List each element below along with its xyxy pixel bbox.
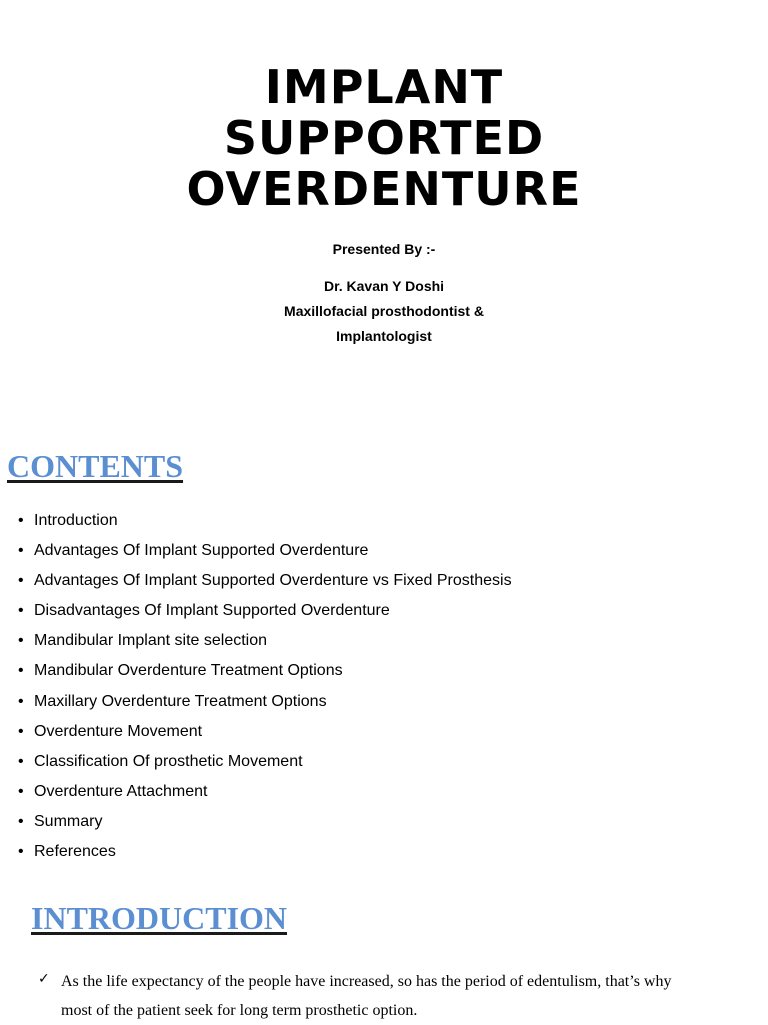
contents-item [18, 839, 512, 869]
contents-item [18, 689, 512, 719]
contents-item [18, 779, 512, 809]
bullet-icon: • [18, 752, 24, 770]
contents-item [18, 658, 512, 688]
contents-item-label: Introduction [34, 512, 118, 529]
title-line-1: IMPLANT [264, 60, 504, 114]
checkmark-icon: ✓ [38, 971, 50, 987]
document-title [0, 62, 768, 215]
contents-item-label: Classification Of prosthetic Movement [34, 752, 303, 770]
contents-item [18, 809, 512, 839]
contents-item-label: Advantages Of Implant Supported Overdenture vs Fixed Prosthesis [34, 572, 512, 590]
contents-heading: CONTENTS [7, 448, 184, 484]
title-line-2: SUPPORTED [223, 111, 545, 165]
bullet-icon: • [18, 662, 24, 680]
presented-by-label: Presented By :- [332, 241, 436, 257]
bullet-icon: • [18, 692, 24, 710]
contents-item-label: References [34, 843, 116, 861]
bullet-icon: • [18, 812, 24, 830]
introduction-heading: INTRODUCTION [31, 900, 288, 936]
contents-item-label: Maxillary Overdenture Treatment Options [34, 692, 327, 710]
contents-item-label: Summary [34, 812, 103, 830]
contents-item [18, 508, 512, 538]
contents-item [18, 628, 512, 658]
introduction-point [38, 967, 688, 1025]
contents-item-label: Overdenture Movement [34, 722, 203, 740]
contents-item [18, 749, 512, 779]
contents-list [18, 508, 512, 869]
contents-item-label: Advantages Of Implant Supported Overdenture [34, 542, 369, 560]
author-role-line-1: Maxillofacial prosthodontist & [284, 303, 484, 319]
contents-item [18, 538, 512, 568]
contents-item [18, 568, 512, 598]
contents-item [18, 719, 512, 749]
contents-item-label: Mandibular Overdenture Treatment Options [34, 662, 343, 680]
bullet-icon: • [18, 632, 24, 650]
author-name: Dr. Kavan Y Doshi [323, 278, 445, 294]
bullet-icon: • [18, 602, 24, 620]
introduction-paragraph: As the life expectancy of the people have increased, so has the period of edentulism, that’s why most of the patient seek for long term prosthetic option. [61, 973, 672, 1019]
title-line-3: OVERDENTURE [186, 162, 582, 216]
contents-item-label: Mandibular Implant site selection [34, 632, 268, 650]
bullet-icon: • [18, 722, 24, 740]
author-role-line-2: Implantologist [336, 328, 432, 344]
bullet-icon: • [18, 572, 24, 590]
bullet-icon: • [18, 512, 24, 529]
bullet-icon: • [18, 782, 24, 800]
contents-item [18, 598, 512, 628]
bullet-icon: • [18, 843, 24, 861]
contents-item-label: Overdenture Attachment [34, 782, 208, 800]
bullet-icon: • [18, 542, 24, 560]
author-block [0, 274, 768, 349]
contents-item-label: Disadvantages Of Implant Supported Overdenture [34, 602, 390, 620]
